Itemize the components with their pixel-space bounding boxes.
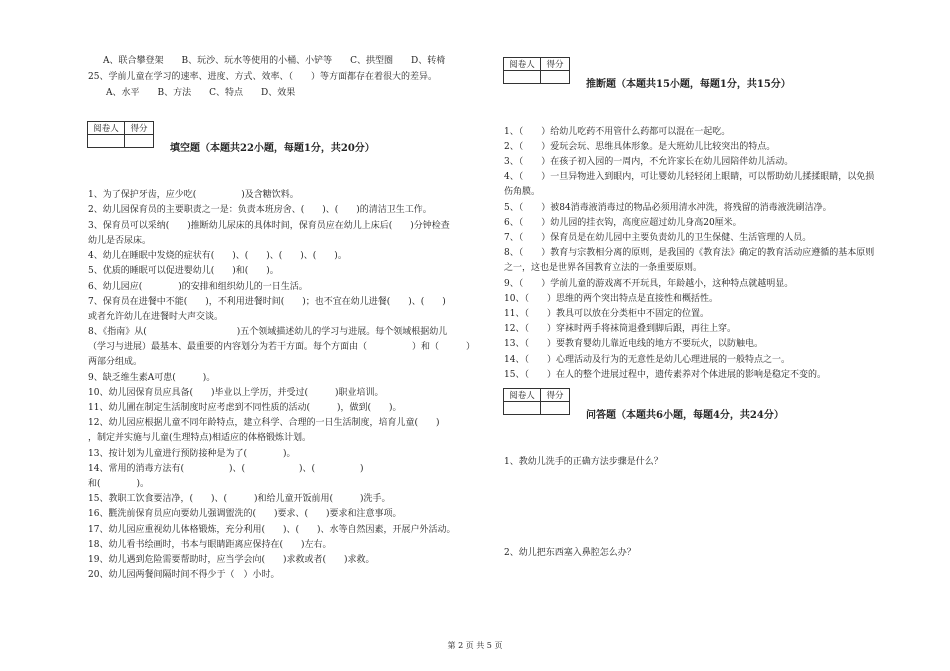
question-item: 2、幼儿把东西塞入鼻腔怎么办？ bbox=[504, 548, 636, 558]
list-item: 伤角膜。 bbox=[504, 187, 541, 197]
question-item: 1、教幼儿洗手的正确方法步骤是什么？ bbox=[504, 457, 663, 467]
list-item: ，制定并实施与儿童(生理特点)相适应的体格锻炼计划。 bbox=[88, 433, 312, 443]
list-item: 5、（ ）被84消毒液消毒过的物品必须用清水冲洗，将残留的消毒液洗刷洁净。 bbox=[504, 203, 832, 213]
grader-label: 阅卷人 bbox=[504, 58, 541, 71]
grader-label: 阅卷人 bbox=[88, 122, 125, 135]
text-line: A、联合攀登架 B、玩沙、玩水等使用的小桶、小铲等 C、拱型圈 D、转椅 bbox=[103, 56, 446, 66]
list-item: 16、氍洗前保育员应向要幼儿强调盥洗的( )要求、( )要求和注意事项。 bbox=[88, 509, 402, 519]
list-item: 11、（ ）教具可以放在分类柜中不固定的位置。 bbox=[504, 309, 709, 319]
list-item: 两部分组成。 bbox=[88, 357, 143, 367]
score-label: 得分 bbox=[541, 58, 570, 71]
text-line: 25、学前儿童在学习的速率、进度、方式、效率、（ ）等方面都存在着很大的差异。 bbox=[88, 72, 437, 82]
list-item: 8、（ ）教育与宗教相分离的原则，是我国的《教育法》确定的教育活动应遵循的基本原则 bbox=[504, 248, 875, 258]
score-box bbox=[503, 57, 570, 84]
list-item: 14、（ ）心理活动及行为的无意性是幼儿心理进展的一般特点之一。 bbox=[504, 355, 790, 365]
list-item: 1、为了保护牙齿，应少吃( )及含糖饮料。 bbox=[88, 190, 299, 200]
list-item: 1、（ ）给幼儿吃药不用管什么药都可以混在一起吃。 bbox=[504, 127, 731, 137]
list-item: 7、（ ）保育员是在幼儿园中主要负责幼儿的卫生保健、生活管理的人员。 bbox=[504, 233, 812, 243]
list-item: （学习与进展）最基本、最重要的内容划分为若干方面。每个方面由（ ）和（ ） bbox=[88, 342, 476, 352]
list-item: 18、幼儿看书绘画时，书本与眼睛距离应保持在( )左右。 bbox=[88, 540, 332, 550]
score-box bbox=[87, 121, 154, 148]
list-item: 6、幼儿园应( )的安排和组织幼儿的一日生活。 bbox=[88, 282, 308, 292]
list-item: 19、幼儿遇到危险需要帮助时，应当学会向( )求救或者( )求救。 bbox=[88, 555, 375, 565]
list-item: 之一，这也是世界各国教育立法的一条重要原则。 bbox=[504, 263, 703, 273]
list-item: 15、教职工饮食要洁净，( )、( )和给儿童开饭前用( )洗手。 bbox=[88, 494, 391, 504]
score-label: 得分 bbox=[125, 122, 154, 135]
list-item: 5、优质的睡眠可以促进婴幼儿( )和( )。 bbox=[88, 266, 279, 276]
section-title-qa: 问答题（本题共6小题，每题4分，共24分） bbox=[586, 410, 784, 421]
list-item: 7、保育员在进餐中不能( )，不利用进餐时间( )；也不宜在幼儿进餐( )、( ) bbox=[88, 297, 446, 307]
list-item: 2、（ ）爱玩会玩、思维具体形象。是大班幼儿比较突出的特点。 bbox=[504, 142, 776, 152]
list-item: 11、幼儿圃在制定生活制度时应考虑到不同性质的活动( )，做到( )。 bbox=[88, 403, 402, 413]
list-item: 10、幼儿园保育员应具备( )毕业以上学历，并受过( )职业培训。 bbox=[88, 388, 384, 398]
list-item: 8、《指南》从( )五个领域描述幼儿的学习与进展。每个领域根据幼儿 bbox=[88, 327, 448, 337]
list-item: 9、（ ）学前儿童的游戏离不开玩具，年龄越小，这种特点就越明显。 bbox=[504, 279, 794, 289]
list-item: 17、幼儿园应重视幼儿体格锻炼，充分利用( )、( )、水等自然因素，开展户外活动。 bbox=[88, 525, 456, 535]
list-item: 6、（ ）幼儿园的挂衣钩，高度应超过幼儿身高20厘米。 bbox=[504, 218, 742, 228]
text-line: A、水平 B、方法 C、特点 D、效果 bbox=[88, 88, 296, 98]
list-item: 4、（ ）一旦异物进入到眼内，可让婴幼儿轻轻闭上眼睛，可以帮助幼儿揉揉眼睛，以免损 bbox=[504, 172, 875, 182]
list-item: 13、按计划为儿童进行预防接种是为了( )。 bbox=[88, 449, 296, 459]
list-item: 9、缺乏维生素A可患( )。 bbox=[88, 373, 216, 383]
score-box bbox=[503, 388, 570, 415]
section-title-fill-in: 填空题（本题共22小题，每题1分，共20分） bbox=[170, 143, 375, 154]
list-item: 幼儿是否尿床。 bbox=[88, 236, 152, 246]
list-item: 12、幼儿园应根据儿童不同年龄特点，建立科学、合理的一日生活制度，培育儿童( ) bbox=[88, 418, 440, 428]
list-item: 20、幼儿园两餐间隔时间不得少于（ ）小时。 bbox=[88, 570, 280, 580]
list-item: 2、幼儿园保育员的主要职责之一是：负责本班房舍、( )、( )的清洁卫生工作。 bbox=[88, 205, 432, 215]
list-item: 12、（ ）穿袜时两手将袜筒退叠到脚后跟，再往上穿。 bbox=[504, 324, 736, 334]
list-item: 3、保育员可以采纳( )推断幼儿尿床的具体时间，保育员应在幼儿上床后( )分钟检查 bbox=[88, 221, 450, 231]
list-item: 15、（ ）在人的整个进展过程中，遗传素养对个体进展的影响是稳定不变的。 bbox=[504, 370, 826, 380]
page-footer: 第 2 页 共 5 页 bbox=[447, 641, 503, 650]
grader-label: 阅卷人 bbox=[504, 389, 541, 402]
list-item: 4、幼儿在睡眠中发烧的症状有( )、( )、( )、( )。 bbox=[88, 251, 347, 261]
section-title-judgement: 推断题（本题共15小题，每题1分，共15分） bbox=[586, 79, 791, 90]
list-item: 13、（ ）要教育婴幼儿靠近电线的地方不要玩火，以防触电。 bbox=[504, 339, 763, 349]
list-item: 14、常用的消毒方法有( )、( )、( ) bbox=[88, 464, 364, 474]
list-item: 10、（ ）思维的两个突出特点是直接性和概括性。 bbox=[504, 294, 718, 304]
list-item: 3、（ ）在孩子初入园的一周内，不允许家长在幼儿园陪伴幼儿活动。 bbox=[504, 157, 794, 167]
list-item: 或者允许幼儿在进餐时大声交谈。 bbox=[88, 312, 224, 322]
list-item: 和( )。 bbox=[88, 479, 150, 489]
score-label: 得分 bbox=[541, 389, 570, 402]
